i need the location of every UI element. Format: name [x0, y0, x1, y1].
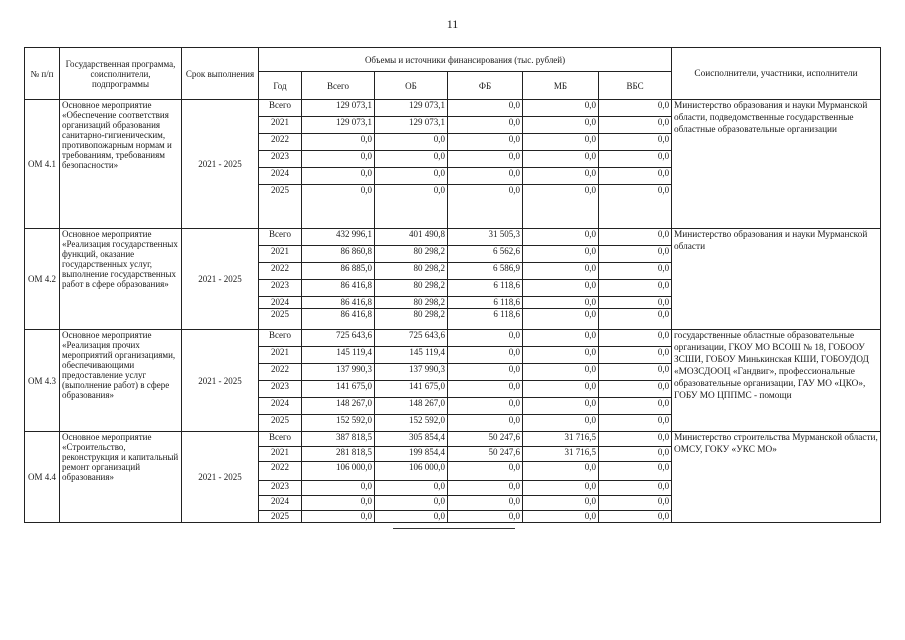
cell-vbs: 0,0	[599, 309, 672, 330]
cell-fb: 0,0	[448, 330, 523, 347]
cell-fb: 50 247,6	[448, 432, 523, 447]
cell-fb: 6 562,6	[448, 246, 523, 263]
cell-ob: 0,0	[375, 168, 448, 185]
cell-mb: 0,0	[523, 330, 599, 347]
measure-name: Основное мероприятие «Реализация государственных функций, оказание государственных услуг, выполнение государственных работ в сфере образования»	[60, 229, 182, 330]
cell-vbs: 0,0	[599, 151, 672, 168]
cell-mb: 0,0	[523, 309, 599, 330]
cell-fb: 31 505,3	[448, 229, 523, 246]
cell-ob: 0,0	[375, 496, 448, 511]
cell-year: Всего	[259, 330, 302, 347]
cell-mb: 31 716,5	[523, 447, 599, 462]
cell-ob: 0,0	[375, 151, 448, 168]
measure-code: ОМ 4.2	[25, 229, 60, 330]
measure-name: Основное мероприятие «Реализация прочих мероприятий организациями, обеспечивающими предоставление услуг (выполнение работ) в сфере образования»	[60, 330, 182, 432]
cell-vbs: 0,0	[599, 415, 672, 432]
cell-year: 2022	[259, 364, 302, 381]
cell-total: 106 000,0	[302, 462, 375, 481]
cell-mb: 0,0	[523, 364, 599, 381]
header-num: № п/п	[25, 48, 60, 100]
cell-ob: 145 119,4	[375, 347, 448, 364]
cell-year: 2024	[259, 398, 302, 415]
cell-year: 2025	[259, 185, 302, 229]
header-ob: ОБ	[375, 72, 448, 100]
cell-total: 137 990,3	[302, 364, 375, 381]
cell-total: 86 885,0	[302, 263, 375, 280]
cell-fb: 6 586,9	[448, 263, 523, 280]
cell-ob: 80 298,2	[375, 246, 448, 263]
cell-total: 0,0	[302, 496, 375, 511]
cell-fb: 0,0	[448, 398, 523, 415]
cell-fb: 0,0	[448, 481, 523, 496]
measure-term: 2021 - 2025	[182, 432, 259, 523]
cell-year: 2021	[259, 447, 302, 462]
cell-vbs: 0,0	[599, 496, 672, 511]
cell-year: 2024	[259, 168, 302, 185]
cell-ob: 305 854,4	[375, 432, 448, 447]
cell-total: 281 818,5	[302, 447, 375, 462]
cell-fb: 0,0	[448, 151, 523, 168]
cell-year: 2023	[259, 151, 302, 168]
cell-ob: 80 298,2	[375, 297, 448, 309]
cell-total: 0,0	[302, 151, 375, 168]
cell-year: Всего	[259, 100, 302, 117]
cell-fb: 0,0	[448, 185, 523, 229]
cell-year: Всего	[259, 229, 302, 246]
cell-vbs: 0,0	[599, 481, 672, 496]
cell-vbs: 0,0	[599, 229, 672, 246]
cell-fb: 0,0	[448, 168, 523, 185]
participants-row	[672, 330, 881, 432]
cell-fb: 0,0	[448, 511, 523, 523]
funding-table	[24, 47, 672, 523]
cell-total: 0,0	[302, 481, 375, 496]
cell-mb: 0,0	[523, 185, 599, 229]
header-funding-group: Объемы и источники финансирования (тыс. рублей)	[259, 48, 672, 72]
cell-ob: 401 490,8	[375, 229, 448, 246]
cell-year: Всего	[259, 432, 302, 447]
cell-ob: 80 298,2	[375, 309, 448, 330]
cell-fb: 6 118,6	[448, 309, 523, 330]
cell-total: 0,0	[302, 134, 375, 151]
cell-mb: 0,0	[523, 481, 599, 496]
cell-mb: 0,0	[523, 496, 599, 511]
participants-row	[672, 100, 881, 229]
participants-table	[671, 47, 881, 523]
cell-year: 2025	[259, 415, 302, 432]
cell-total: 0,0	[302, 185, 375, 229]
cell-total: 725 643,6	[302, 330, 375, 347]
cell-mb: 0,0	[523, 280, 599, 297]
cell-mb: 0,0	[523, 415, 599, 432]
cell-total: 86 416,8	[302, 280, 375, 297]
cell-mb: 0,0	[523, 151, 599, 168]
header-mb: МБ	[523, 72, 599, 100]
cell-total: 86 416,8	[302, 297, 375, 309]
cell-year: 2022	[259, 134, 302, 151]
footer-divider	[393, 528, 515, 529]
header-vbs: ВБС	[599, 72, 672, 100]
cell-fb: 0,0	[448, 496, 523, 511]
cell-total: 152 592,0	[302, 415, 375, 432]
cell-vbs: 0,0	[599, 381, 672, 398]
cell-ob: 199 854,4	[375, 447, 448, 462]
cell-vbs: 0,0	[599, 100, 672, 117]
participants-row	[672, 229, 881, 330]
table-row	[25, 229, 672, 246]
participants-cell: Министерство строительства Мурманской области, ОМСУ, ГОКУ «УКС МО»	[672, 432, 881, 523]
cell-year: 2021	[259, 246, 302, 263]
cell-vbs: 0,0	[599, 330, 672, 347]
cell-vbs: 0,0	[599, 246, 672, 263]
cell-total: 0,0	[302, 168, 375, 185]
cell-mb: 0,0	[523, 117, 599, 134]
cell-fb: 0,0	[448, 364, 523, 381]
participants-cell: Министерство образования и науки Мурманской области	[672, 229, 881, 330]
cell-total: 148 267,0	[302, 398, 375, 415]
cell-fb: 6 118,6	[448, 280, 523, 297]
cell-total: 86 860,8	[302, 246, 375, 263]
cell-ob: 129 073,1	[375, 100, 448, 117]
cell-total: 145 119,4	[302, 347, 375, 364]
cell-total: 0,0	[302, 511, 375, 523]
participants-cell: Министерство образования и науки Мурманской области, подведомственные государственные областные образовательные организации	[672, 100, 881, 229]
header-year: Год	[259, 72, 302, 100]
cell-mb: 0,0	[523, 229, 599, 246]
cell-fb: 0,0	[448, 347, 523, 364]
cell-ob: 80 298,2	[375, 280, 448, 297]
cell-mb: 0,0	[523, 462, 599, 481]
cell-mb: 31 716,5	[523, 432, 599, 447]
page-number: 11	[446, 17, 459, 31]
measure-code: ОМ 4.3	[25, 330, 60, 432]
participants-cell: государственные областные образовательные организации, ГКОУ МО ВСОШ № 18, ГОБООУ ЗСШИ, ГОБОУ Минькинская КШИ, ГОБОУДОД «МОЗСДООЦ «Гандвиг», профессиональные образовательные организации, ГАУ МО «ЦКО», ГОБУ МО ЦППМС - помощи	[672, 330, 881, 432]
participants-row	[672, 432, 881, 523]
cell-fb: 0,0	[448, 381, 523, 398]
cell-total: 129 073,1	[302, 117, 375, 134]
cell-vbs: 0,0	[599, 168, 672, 185]
cell-ob: 0,0	[375, 134, 448, 151]
cell-ob: 0,0	[375, 481, 448, 496]
cell-ob: 152 592,0	[375, 415, 448, 432]
measure-code: ОМ 4.1	[25, 100, 60, 229]
cell-vbs: 0,0	[599, 263, 672, 280]
cell-mb: 0,0	[523, 246, 599, 263]
cell-fb: 0,0	[448, 100, 523, 117]
cell-fb: 6 118,6	[448, 297, 523, 309]
cell-fb: 0,0	[448, 134, 523, 151]
cell-mb: 0,0	[523, 263, 599, 280]
cell-mb: 0,0	[523, 297, 599, 309]
measure-term: 2021 - 2025	[182, 229, 259, 330]
cell-year: 2025	[259, 511, 302, 523]
cell-total: 141 675,0	[302, 381, 375, 398]
header-participants: Соисполнители, участники, исполнители	[672, 48, 881, 100]
table-row	[25, 330, 672, 347]
measure-code: ОМ 4.4	[25, 432, 60, 523]
cell-ob: 80 298,2	[375, 263, 448, 280]
header-fb: ФБ	[448, 72, 523, 100]
measure-name: Основное мероприятие «Строительство, реконструкция и капитальный ремонт организаций образования»	[60, 432, 182, 523]
header-total: Всего	[302, 72, 375, 100]
cell-vbs: 0,0	[599, 297, 672, 309]
cell-mb: 0,0	[523, 511, 599, 523]
cell-vbs: 0,0	[599, 398, 672, 415]
cell-year: 2023	[259, 481, 302, 496]
cell-vbs: 0,0	[599, 432, 672, 447]
cell-ob: 148 267,0	[375, 398, 448, 415]
cell-vbs: 0,0	[599, 364, 672, 381]
cell-fb: 50 247,6	[448, 447, 523, 462]
cell-mb: 0,0	[523, 398, 599, 415]
cell-mb: 0,0	[523, 134, 599, 151]
cell-vbs: 0,0	[599, 462, 672, 481]
cell-total: 387 818,5	[302, 432, 375, 447]
cell-total: 86 416,8	[302, 309, 375, 330]
cell-mb: 0,0	[523, 347, 599, 364]
measure-term: 2021 - 2025	[182, 330, 259, 432]
cell-year: 2022	[259, 462, 302, 481]
cell-vbs: 0,0	[599, 447, 672, 462]
cell-mb: 0,0	[523, 100, 599, 117]
cell-mb: 0,0	[523, 168, 599, 185]
cell-ob: 725 643,6	[375, 330, 448, 347]
measure-name: Основное мероприятие «Обеспечение соответствия организаций образования санитарно-гигиеническим, противопожарным нормам и требованиям, требованиям безопасности»	[60, 100, 182, 229]
cell-year: 2022	[259, 263, 302, 280]
cell-ob: 0,0	[375, 511, 448, 523]
cell-vbs: 0,0	[599, 117, 672, 134]
table-row	[25, 100, 672, 117]
cell-vbs: 0,0	[599, 511, 672, 523]
cell-year: 2023	[259, 280, 302, 297]
cell-year: 2023	[259, 381, 302, 398]
cell-fb: 0,0	[448, 415, 523, 432]
header-term: Срок выполнения	[182, 48, 259, 100]
cell-ob: 137 990,3	[375, 364, 448, 381]
cell-ob: 0,0	[375, 185, 448, 229]
table-row	[25, 432, 672, 447]
cell-year: 2024	[259, 297, 302, 309]
cell-vbs: 0,0	[599, 134, 672, 151]
cell-total: 432 996,1	[302, 229, 375, 246]
cell-mb: 0,0	[523, 381, 599, 398]
cell-fb: 0,0	[448, 117, 523, 134]
measure-term: 2021 - 2025	[182, 100, 259, 229]
cell-ob: 106 000,0	[375, 462, 448, 481]
cell-ob: 141 675,0	[375, 381, 448, 398]
cell-vbs: 0,0	[599, 347, 672, 364]
cell-year: 2021	[259, 117, 302, 134]
cell-vbs: 0,0	[599, 280, 672, 297]
cell-year: 2024	[259, 496, 302, 511]
cell-ob: 129 073,1	[375, 117, 448, 134]
header-program: Государственная программа, соисполнители, подпрограммы	[60, 48, 182, 100]
cell-year: 2025	[259, 309, 302, 330]
cell-total: 129 073,1	[302, 100, 375, 117]
cell-year: 2021	[259, 347, 302, 364]
cell-fb: 0,0	[448, 462, 523, 481]
cell-vbs: 0,0	[599, 185, 672, 229]
